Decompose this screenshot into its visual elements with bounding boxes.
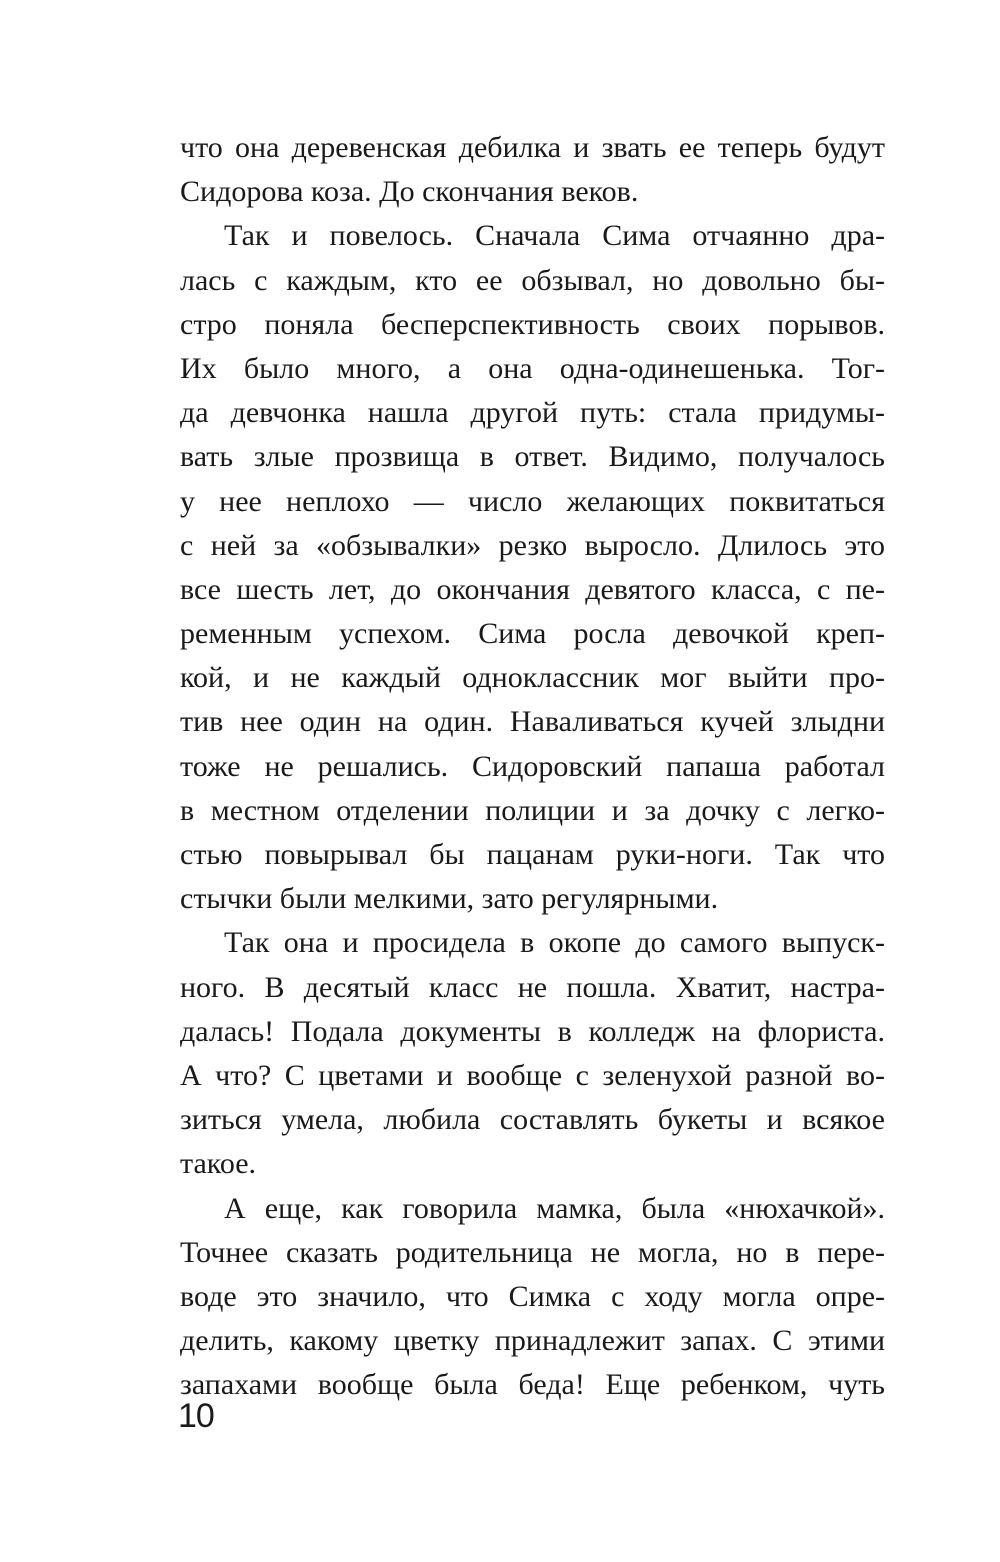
text-line-9: у нее неплохо — число желающих поквитаться [180,484,885,518]
text-line-18: стычки были мелкими, зато регулярными. [180,882,719,916]
text-line-1: что она деревенская дебилка и звать ее теперь будут [180,131,885,164]
text-line-14: тив нее один на один. Наваливаться кучей злыдни [180,705,885,739]
text-line-24: такое. [180,1147,257,1181]
text-line-22: А что? С цветами и вообще с зеленухой разной во- [180,1058,885,1092]
text-line-27: воде это значило, что Симка с ходу могла опре- [180,1279,885,1313]
page-number: 10 [178,1397,214,1435]
text-line-17: стью повырывал бы пацанам руки-ноги. Так что [180,838,885,871]
text-line-26: Точнее сказать родительница не могла, но в пере- [180,1235,885,1269]
text-line-29: запахами вообще была беда! Еще ребенком, чуть [180,1368,885,1402]
text-line-5: стро поняла бесперспективность своих порывов. [180,307,885,341]
text-line-16: в местном отделении полиции и за дочку с легко- [180,793,885,827]
text-line-3: Так и повелось. Сначала Сима отчаянно дра- [224,219,885,253]
text-line-7: да девчонка нашла другой путь: стала придумы- [180,396,885,430]
text-line-20: ного. В десятый класс не пошла. Хватит, настра- [180,970,885,1004]
text-line-6: Их было много, а она одна-одинешенька. Тог- [180,351,885,385]
text-line-11: все шесть лет, до окончания девятого класса, с пе- [180,572,885,606]
text-line-23: зиться умела, любила составлять букеты и всякое [180,1103,885,1137]
text-line-25: А еще, как говорила мамка, была «нюхачкой». [224,1191,885,1225]
body-text [180,126,885,1407]
text-line-13: кой, и не каждый одноклассник мог выйти про- [180,661,885,695]
text-line-19: Так она и просидела в окопе до самого выпуск- [224,926,885,960]
text-line-21: далась! Подала документы в колледж на флориста. [180,1014,885,1048]
text-line-4: лась с каждым, кто ее обзывал, но довольно бы- [180,263,885,297]
text-line-8: вать злые прозвища в ответ. Видимо, получалось [180,440,885,474]
text-line-2: Сидорова коза. До скончания веков. [180,175,639,209]
text-line-10: с ней за «обзывалки» резко выросло. Длилось это [180,528,885,562]
text-line-28: делить, какому цветку принадлежит запах. С этими [180,1324,885,1358]
text-line-15: тоже не решались. Сидоровский папаша работал [180,749,885,783]
text-line-12: ременным успехом. Сима росла девочкой креп- [180,617,885,651]
